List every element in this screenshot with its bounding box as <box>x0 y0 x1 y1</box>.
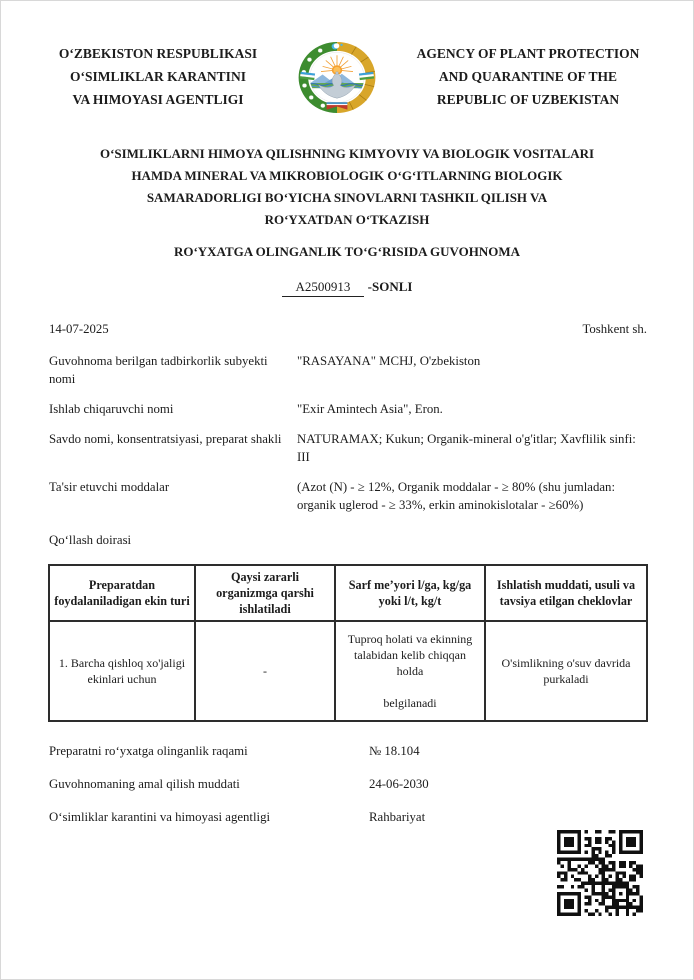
field-value: (Azot (N) - ≥ 12%, Organik moddalar - ≥ 80% (shu jumladan: organik uglerod - ≥ 33%, erkin aminokislotalar - ≥60%) <box>297 480 616 512</box>
field-label: Ishlab chiqaruvchi nomi <box>49 402 174 416</box>
footer-fields <box>1 743 693 825</box>
field-label: Guvohnomaning amal qilish muddati <box>49 777 240 791</box>
agency-name-uz-line2: OʻSIMLIKLAR KARANTINI <box>70 68 246 84</box>
certificate-number: A2500913 <box>282 279 365 297</box>
usage-table-header-restrictions: Ishlatish muddati, usuli va tavsiya etilgan cheklovlar <box>485 565 647 621</box>
usage-table-header-organism: Qaysi zararli organizmga qarshi ishlatiladi <box>195 565 335 621</box>
agency-name-en-line2: AND QUARANTINE OF THE <box>438 68 618 84</box>
usage-cell-organism: - <box>195 621 335 721</box>
qr-code-icon <box>557 830 643 916</box>
field-row-registration-number <box>49 743 645 759</box>
agency-name-en-line1: AGENCY OF PLANT PROTECTION <box>416 45 640 61</box>
field-value: "Exir Amintech Asia", Eron. <box>297 402 443 416</box>
uzbekistan-coat-of-arms-icon <box>297 39 377 113</box>
usage-table-header-crop: Preparatdan foydalaniladigan ekin turi <box>49 565 195 621</box>
agency-name-uzbek <box>49 42 267 111</box>
document-title-line4: ROʻYXATDAN OʻTKAZISH <box>264 212 430 227</box>
date-row <box>1 322 693 337</box>
field-row-manufacturer <box>49 400 647 418</box>
field-value: 24-06-2030 <box>369 777 429 791</box>
usage-table-row <box>49 621 647 721</box>
field-value: NATURAMAX; Kukun; Organik-mineral o'g'itlar; Xavflilik sinfi: III <box>297 432 636 464</box>
certificate-number-row <box>1 279 693 297</box>
document-title-line1: OʻSIMLIKLARNI HIMOYA QILISHNING KIMYOVIY VA BIOLOGIK VOSITALARI <box>99 146 595 161</box>
field-value: "RASAYANA" MCHJ, O'zbekiston <box>297 354 481 368</box>
document-title <box>1 143 693 231</box>
header <box>1 1 693 113</box>
field-row-validity <box>49 776 645 792</box>
issue-date: 14-07-2025 <box>49 322 109 336</box>
usage-table-header-row <box>49 565 647 621</box>
agency-name-en-line3: REPUBLIC OF UZBEKISTAN <box>436 91 620 107</box>
field-label: Preparatni roʻyxatga olinganlik raqami <box>49 744 248 758</box>
agency-name-english <box>407 42 649 111</box>
usage-section-label: Qoʻllash doirasi <box>49 533 132 547</box>
usage-cell-rate: Tuproq holati va ekinning talabidan kelib chiqqan holda belgilanadi <box>335 621 485 721</box>
agency-name-uz-line3: VA HIMOYASI AGENTLIGI <box>72 91 244 107</box>
usage-cell-crop: 1. Barcha qishloq xo'jaligi ekinlari uchun <box>49 621 195 721</box>
document-title-line2: HAMDA MINERAL VA MIKROBIOLOGIK OʻGʻITLARNING BIOLOGIK <box>131 168 563 183</box>
field-value: Rahbariyat <box>369 810 426 824</box>
issue-city: Toshkent sh. <box>582 322 647 336</box>
certificate-heading: ROʻYXATGA OLINGANLIK TOʻGʻRISIDA GUVOHNOMA <box>173 244 521 259</box>
document-title-line3: SAMARADORLIGI BOʻYICHA SINOVLARNI TASHKIL QILISH VA <box>146 190 548 205</box>
field-row-active-substances <box>49 478 647 514</box>
field-label: Oʻsimliklar karantini va himoyasi agentligi <box>49 810 271 824</box>
certificate-number-suffix: -SONLI <box>367 279 413 294</box>
field-row-agency-signature <box>49 809 645 825</box>
field-label: Guvohnoma berilgan tadbirkorlik subyekti nomi <box>49 354 268 386</box>
usage-table <box>48 564 648 722</box>
usage-table-header-rate: Sarf meʼyori l/ga, kg/ga yoki l/t, kg/t <box>335 565 485 621</box>
agency-name-uz-line1: OʻZBEKISTON RESPUBLIKASI <box>58 45 258 61</box>
field-label: Savdo nomi, konsentratsiyasi, preparat shakli <box>49 432 282 446</box>
certificate-fields <box>1 352 693 514</box>
field-row-subject <box>49 352 647 388</box>
field-row-trade-name <box>49 430 647 466</box>
usage-cell-restrictions: O'simlikning o'suv davrida purkaladi <box>485 621 647 721</box>
qr-code-container <box>557 830 643 916</box>
field-value: № 18.104 <box>369 744 420 758</box>
field-label: Ta'sir etuvchi moddalar <box>49 480 170 494</box>
